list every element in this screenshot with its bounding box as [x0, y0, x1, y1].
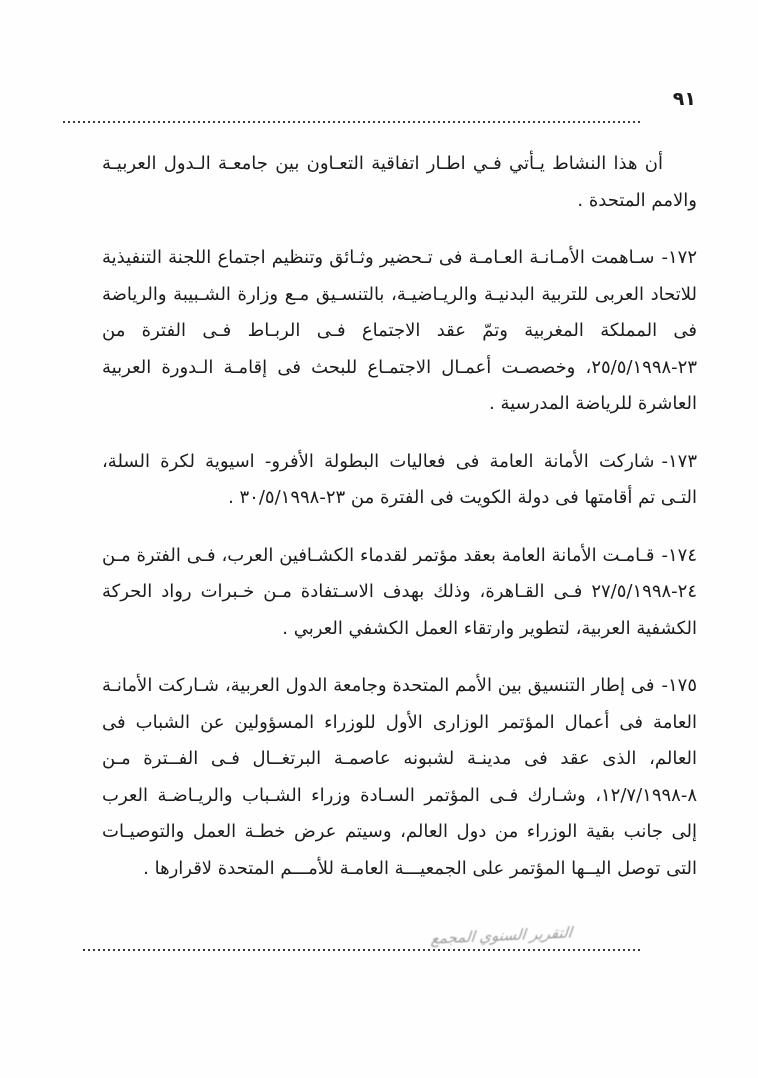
item-text: فى إطار التنسيق بين الأمم المتحدة وجامعة الدول العربية، شـاركت الأمانـة العامة فى أعمال المؤتمر الوزارى الأول للوزراء المسؤولين عن الشباب فى العالم، الذى عقد فى مدينـة لشبونه عاصمـة البرتغــال فـى الفــترة مـن ٨-١٢/٧/١٩٩٨، وشـارك فـى المؤتمر السـادة وزراء الشـباب والريـاضـة العرب إلى جانب بقية الوزراء من دول العالم، وسيتم عرض خطـة العمل والتوصيـات التى توصل اليــها المؤتمر على الجمعيـــة العامـة للأمـــم المتحدة لاقرارها . [102, 675, 697, 879]
intro-paragraph: أن هذا النشاط يـأتي فـي اطـار اتفاقية التعـاون بين جامعـة الـدول العربيـة والامم المتحدة . [102, 153, 697, 211]
list-item-175 [102, 668, 697, 887]
item-text: سـاهمت الأمـانـة العـامـة فى تـحضير وثـائق وتنظيم اجتماع اللجنة التنفيذية للاتحاد العربى للتربية البدنيـة والريـاضيـة، بالتنسـيق مـع وزارة الشـبيبة والرياضة فى المملكة المغربية وتمّ عقد الاجتماع فـى الربـاط فـى الفترة من ٢٣-٢٥/٥/١٩٩٨، وخصصـت أعمـال الاجتمـاع للبحث فى إقامـة الـدورة العربية العاشرة للرياضة المدرسية . [102, 247, 697, 414]
item-number: ١٧٤- [661, 544, 697, 566]
bottom-divider [80, 949, 640, 951]
page-number: ٩١ [672, 88, 696, 110]
item-text: قـامـت الأمانة العامة بعقد مؤتمر لقدماء الكشـافين العرب، فـى الفترة مـن ٢٤-٢٧/٥/١٩٩٨ فـى القـاهرة، وذلك بهدف الاسـتفادة مـن خـبرات رواد الحركة الكشفية العربية، لتطوير وارتقاء العمل الكشفي العربي . [102, 544, 697, 639]
item-number: ١٧٣- [661, 450, 697, 472]
item-number: ١٧٥- [661, 675, 697, 696]
list-item-174 [102, 538, 697, 648]
list-item-172 [102, 240, 697, 423]
list-item-173 [102, 444, 697, 517]
item-number: ١٧٢- [661, 247, 697, 268]
footer-stamp-signature: التقرير السنوي المجمع [430, 923, 573, 948]
item-text: شاركت الأمانة العامة فى فعاليات البطولة الأفرو- اسيوية لكرة السلة، التـى تم أقامتها فى دولة الكويت فى الفترة من ٢٣-٣٠/٥/١٩٩٨ . [102, 450, 697, 508]
document-body [102, 146, 697, 908]
top-divider [60, 121, 640, 123]
